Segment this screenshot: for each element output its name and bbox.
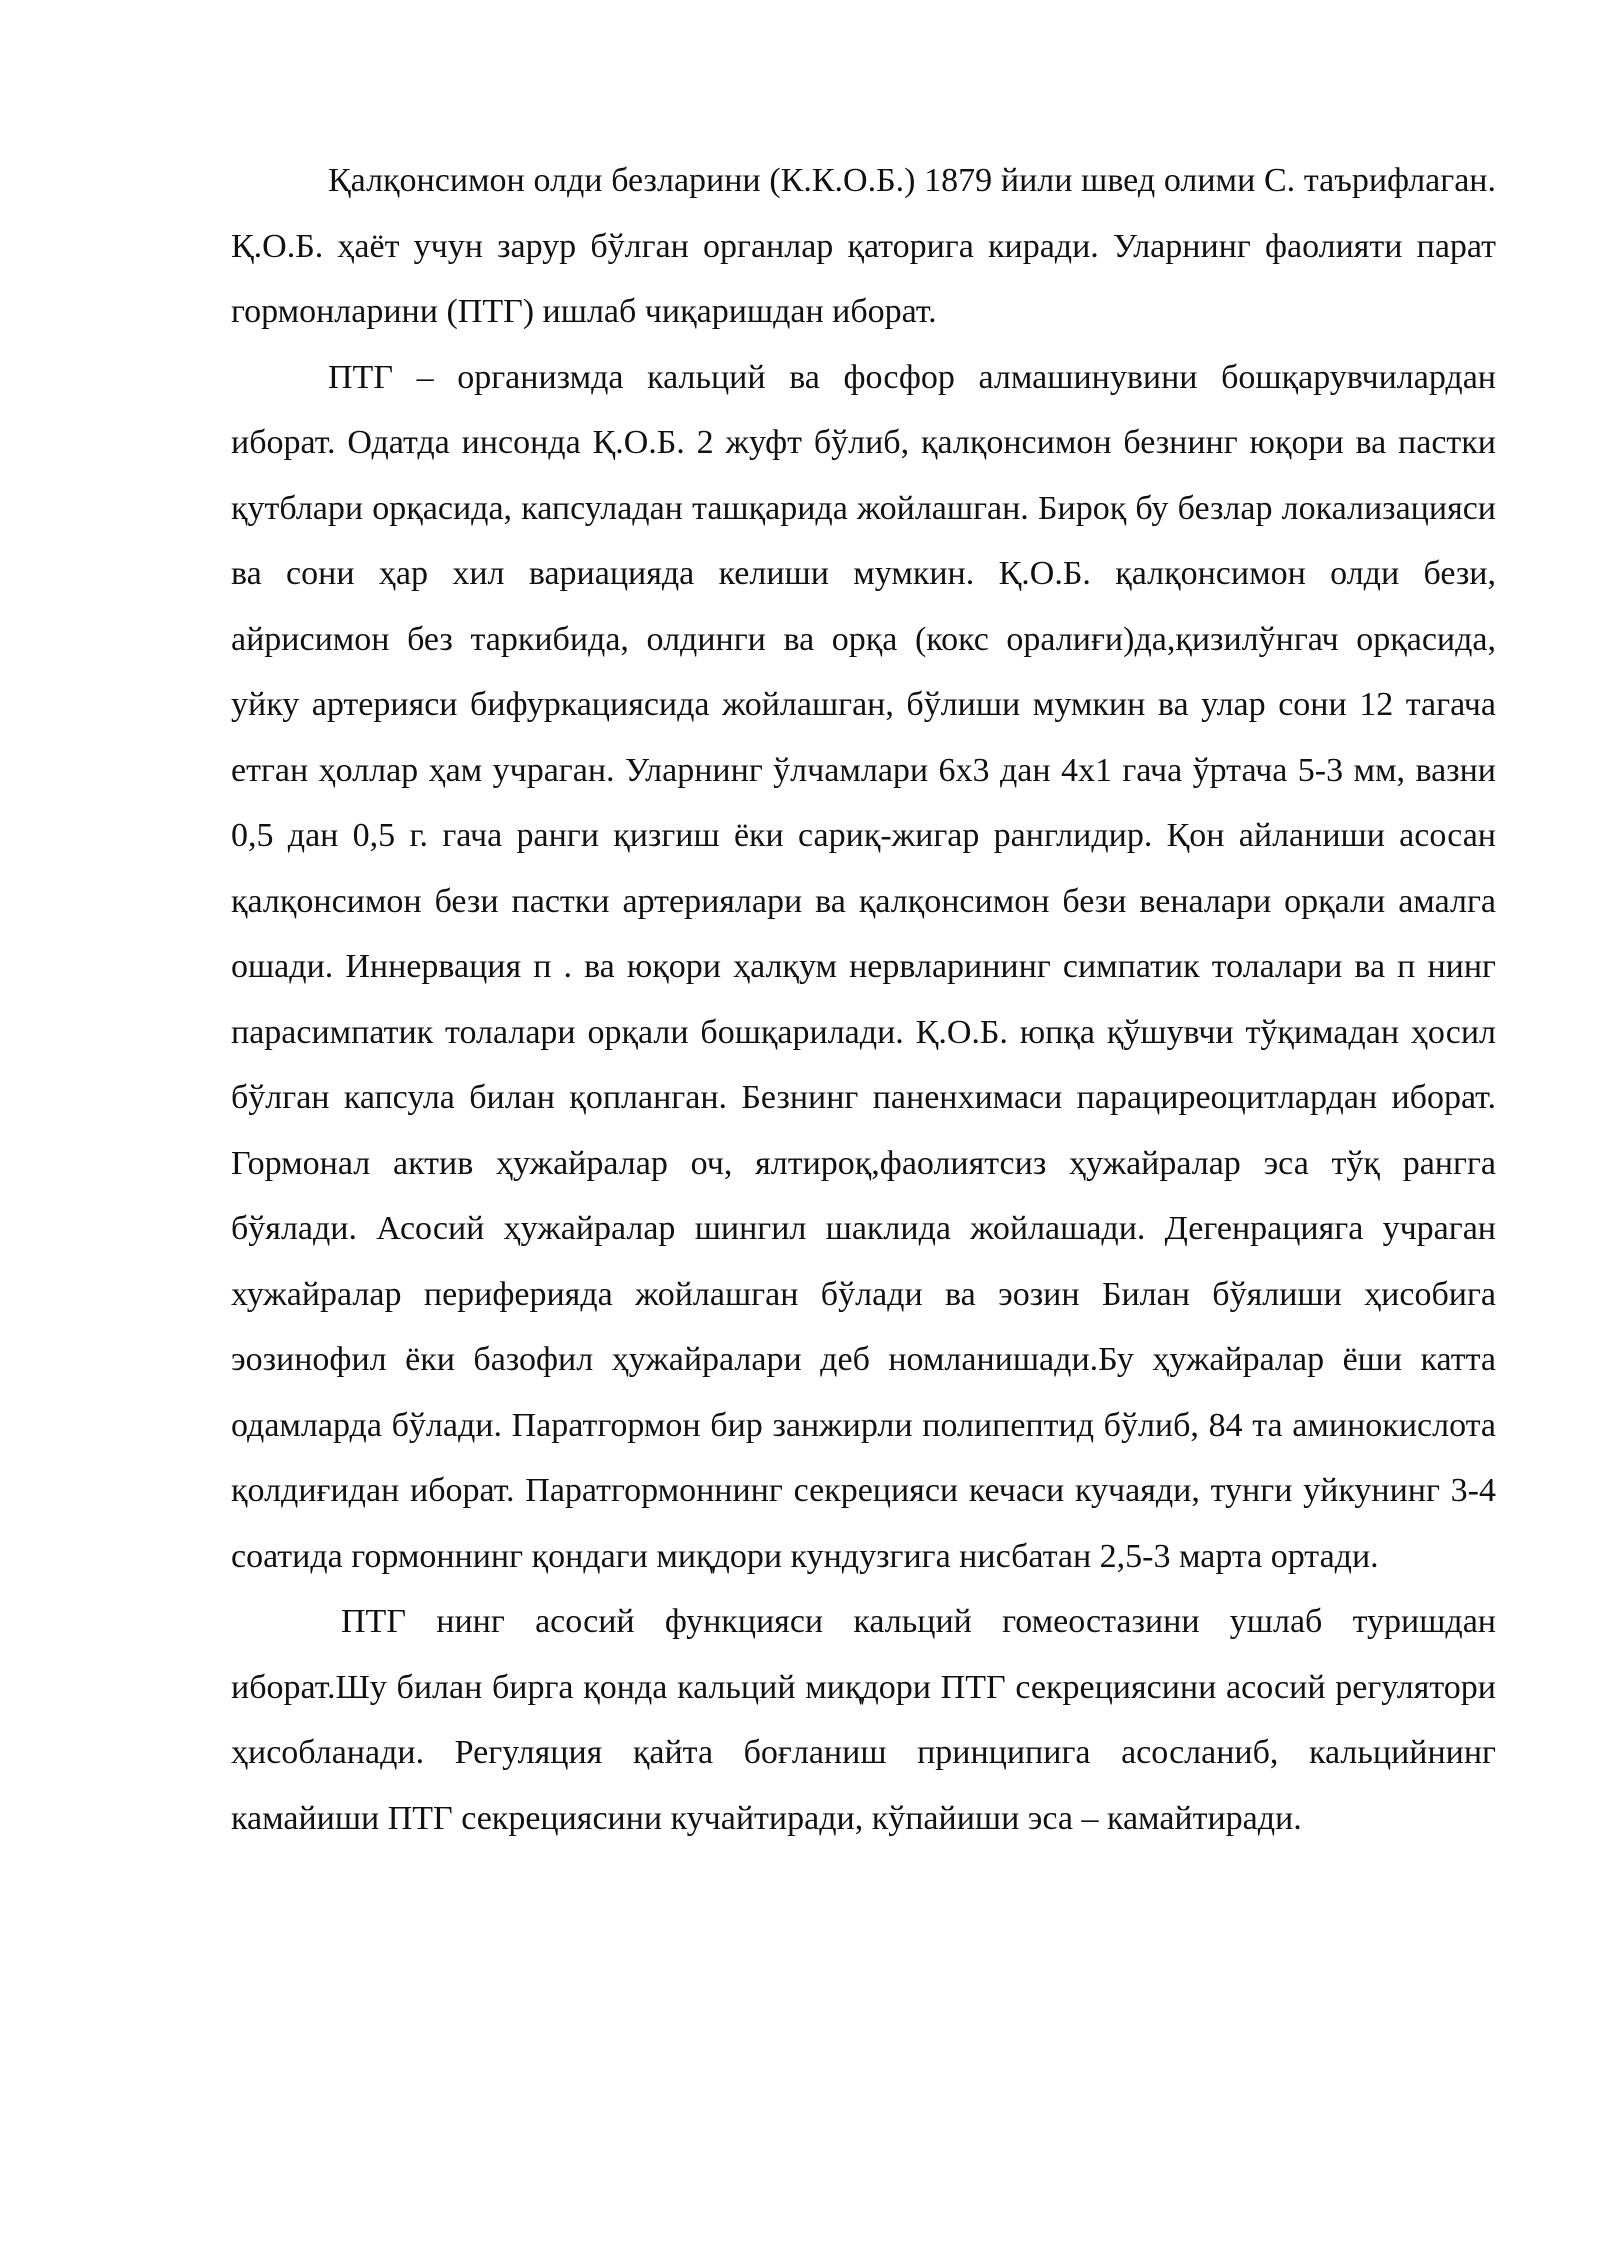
paragraph-1: Қалқонсимон олди безларини (К.К.О.Б.) 1879 йили швед олими С. таърифлаган. Қ.О.Б. ҳаёт учун зарур бўлган органлар қаторига киради. Уларнинг фаолияти парат гормонларини (ПТГ) ишлаб чиқаришдан иборат. xyxy=(231,162,1496,330)
document-body xyxy=(231,148,1496,1851)
paragraph-3: ПТГ нинг асосий функцияси кальций гомеостазини ушлаб туришдан иборат.Шу билан бирга қонда кальций миқдори ПТГ секрециясини асосий регулятори ҳисобланади. Регуляция қайта боғланиш принципига асосланиб, кальцийнинг камайиши ПТГ секрециясини кучайтиради, кўпайиши эса – камайтиради. xyxy=(231,1603,1496,1837)
paragraph-2: ПТГ – организмда кальций ва фосфор алмашинувини бошқарувчилардан иборат. Одатда инсонда Қ.О.Б. 2 жуфт бўлиб, қалқонсимон безнинг юқори ва пастки қутблари орқасида, капсуладан ташқарида жойлашган. Бироқ бу безлар локализацияси ва сони ҳар хил вариацияда келиши мумкин. Қ.О.Б. қалқонсимон олди бези, айрисимон без таркибида, олдинги ва орқа (кокс оралиғи)да,қизилўнгач орқасида, уйку артерияси бифуркациясида жойлашган, бўлиши мумкин ва улар сони 12 тагача етган ҳоллар ҳам учраган. Уларнинг ўлчамлари 6х3 дан 4х1 гача ўртача 5-3 мм, вазни 0,5 дан 0,5 г. гача ранги қизгиш ёки сариқ-жигар ранглидир. Қон айланиши асосан қалқонсимон бези пастки артериялари ва қалқонсимон бези веналари орқали амалга ошади. Иннервация п . ва юқори ҳалқум нервларининг симпатик толалари ва п нинг парасимпатик толалари орқали бошқарилади. Қ.О.Б. юпқа қўшувчи тўқимадан ҳосил бўлган капсула билан қопланган. Безнинг паненхимаси парациреоцитлардан иборат. Гормонал актив ҳужайралар оч, ялтироқ,фаолиятсиз ҳужайралар эса тўқ рангга бўялади. Асосий ҳужайралар шингил шаклида жойлашади. Дегенрацияга учраган хужайралар перифериядa жойлашган бўлади ва эозин Билан бўялиши ҳисобига эозинофил ёки базофил ҳужайралари деб номланишади.Бу ҳужайралар ёши катта одамларда бўлади. Паратгормон бир занжирли полипептид бўлиб, 84 та аминокислота қолдиғидан иборат. Паратгормоннинг секрецияси кечаси кучаяди, тунги уйкунинг 3-4 соатида гормоннинг қондаги миқдори кундузгига нисбатан 2,5-3 марта ортади. xyxy=(231,358,1496,1575)
